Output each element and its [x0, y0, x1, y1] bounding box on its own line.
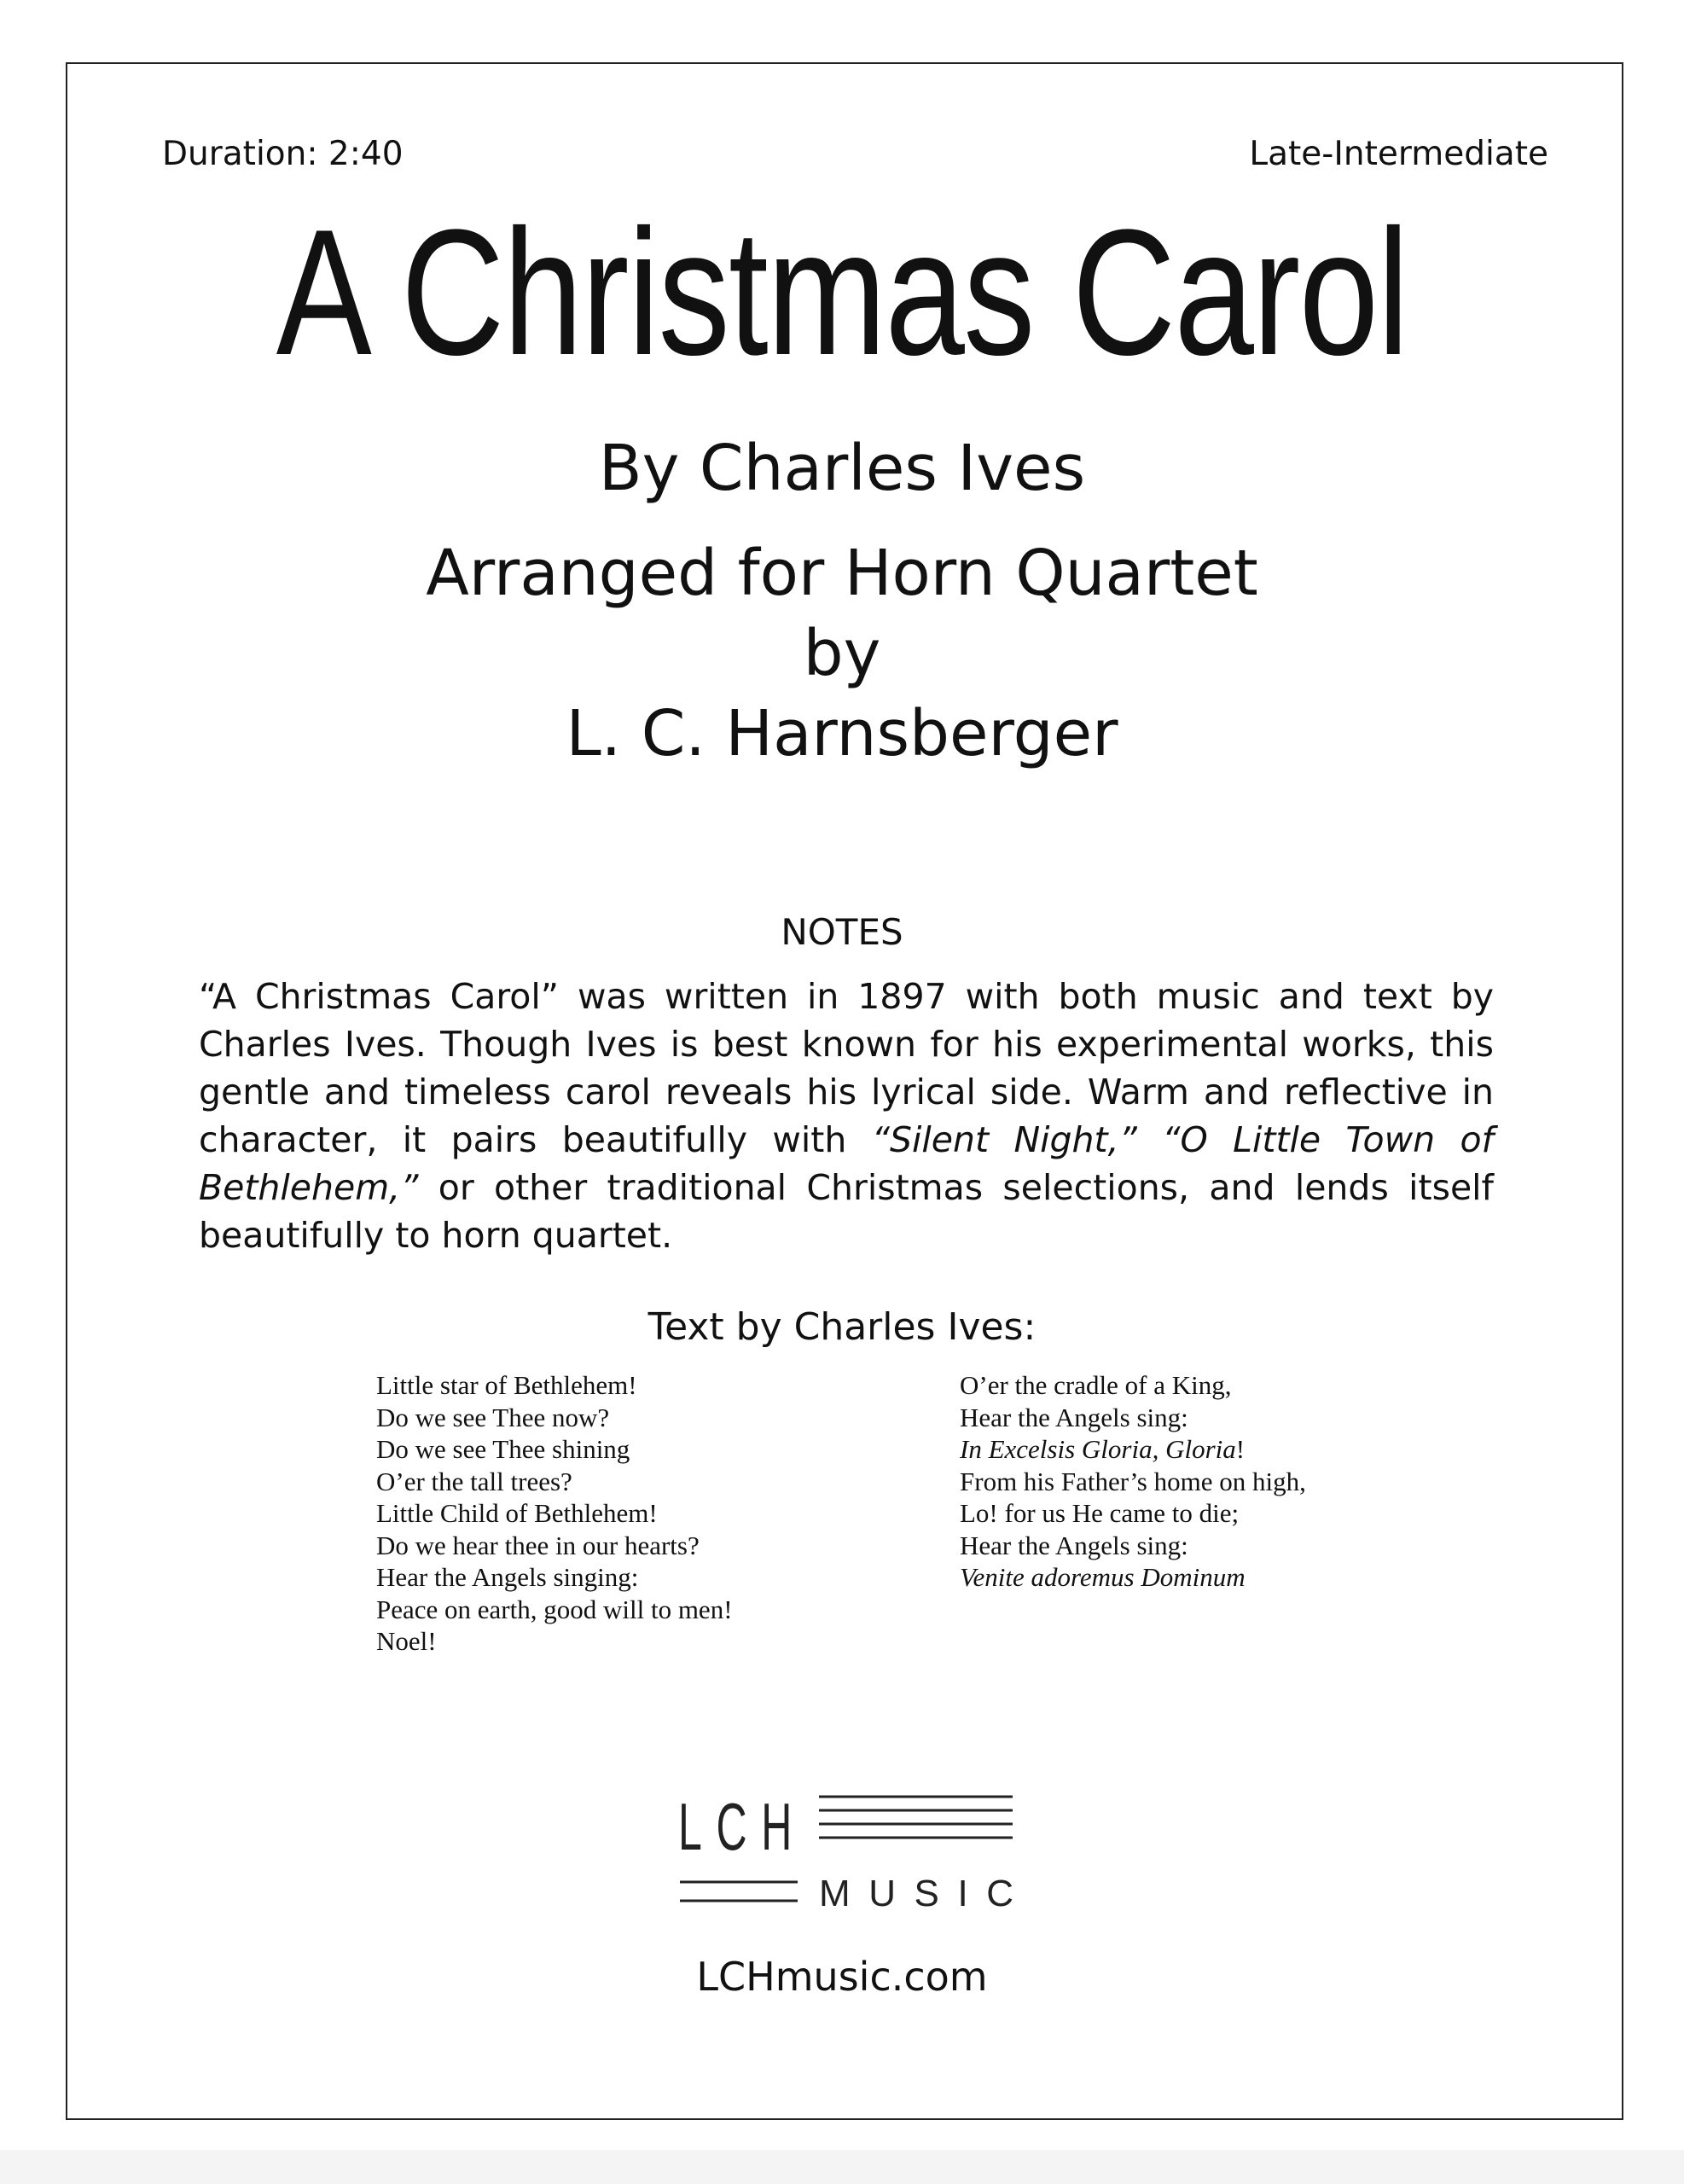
notes-text: “A Christmas Carol” was written in 1897 with both music and text by Charles Ives. Though Ives is best known for his experimental works, this gentle and timeless carol reveals his lyrical side. Warm and reflective in character, it pairs beautifully with [199, 976, 1494, 1160]
duration-label: Duration: 2:40 [162, 135, 404, 173]
lyric-line: Little Child of Bethlehem! [376, 1498, 658, 1528]
lyric-line [960, 1466, 1306, 1498]
lyric-line [960, 1561, 1306, 1594]
notes-italic-titles: “Silent Night,” “O Little Town of Bethlehem,” [199, 1119, 1494, 1208]
lyric-line-suffix: ! [1235, 1434, 1246, 1464]
lyric-line: Do we see Thee now? [376, 1402, 610, 1432]
website-url: LCHmusic.com [696, 1954, 988, 2000]
lyric-line-text: Hear the Angels sing: [960, 1402, 1188, 1432]
logo-lch-text: LCH [678, 1790, 806, 1864]
arranger-name: L. C. Harnsberger [566, 697, 1118, 770]
lyric-line: Hear the Angels singing: [376, 1562, 639, 1592]
lyrics-heading: Text by Charles Ives: [647, 1305, 1037, 1349]
lyric-line: Do we hear thee in our hearts? [376, 1530, 700, 1560]
composer-byline: By Charles Ives [598, 432, 1086, 505]
lch-music-logo [678, 1790, 1019, 1918]
lyric-line [960, 1369, 1306, 1402]
page-title: A Christmas Carol [276, 192, 1408, 392]
lyric-line: Do we see Thee shining [376, 1434, 630, 1464]
lyric-line: O’er the tall trees? [376, 1466, 572, 1496]
lyrics-column-left [376, 1369, 733, 1658]
arranged-by-line: by [803, 617, 881, 690]
lyric-line-text: Hear the Angels sing: [960, 1530, 1188, 1560]
lyric-line: Noel! [376, 1626, 437, 1656]
lyric-line [960, 1497, 1306, 1530]
lyric-line: Peace on earth, good will to men! [376, 1594, 733, 1624]
notes-heading: NOTES [781, 911, 903, 953]
notes-paragraph [199, 973, 1494, 1259]
lyric-line [960, 1402, 1306, 1434]
lyric-line-text: O’er the cradle of a King, [960, 1370, 1232, 1400]
lyric-line [960, 1530, 1306, 1562]
notes-text-end: or other traditional Christmas selections, and lends itself beautifully to horn quartet. [199, 1167, 1494, 1256]
lyric-line-text: Venite adoremus Dominum [960, 1562, 1246, 1592]
lyrics-column-right [960, 1369, 1306, 1594]
lyric-line-text: From his Father’s home on high, [960, 1466, 1306, 1496]
lyric-line-text: In Excelsis Gloria, Gloria [960, 1434, 1236, 1464]
logo-music-text: MUSIC [819, 1873, 1013, 1914]
difficulty-level: Late-Intermediate [1249, 135, 1548, 173]
arrangement-credit [0, 533, 1684, 774]
lyric-line: Little star of Bethlehem! [376, 1370, 637, 1400]
arranged-line: Arranged for Horn Quartet [426, 537, 1258, 610]
lyric-line-text: Lo! for us He came to die; [960, 1498, 1240, 1528]
lyric-line [960, 1433, 1306, 1466]
